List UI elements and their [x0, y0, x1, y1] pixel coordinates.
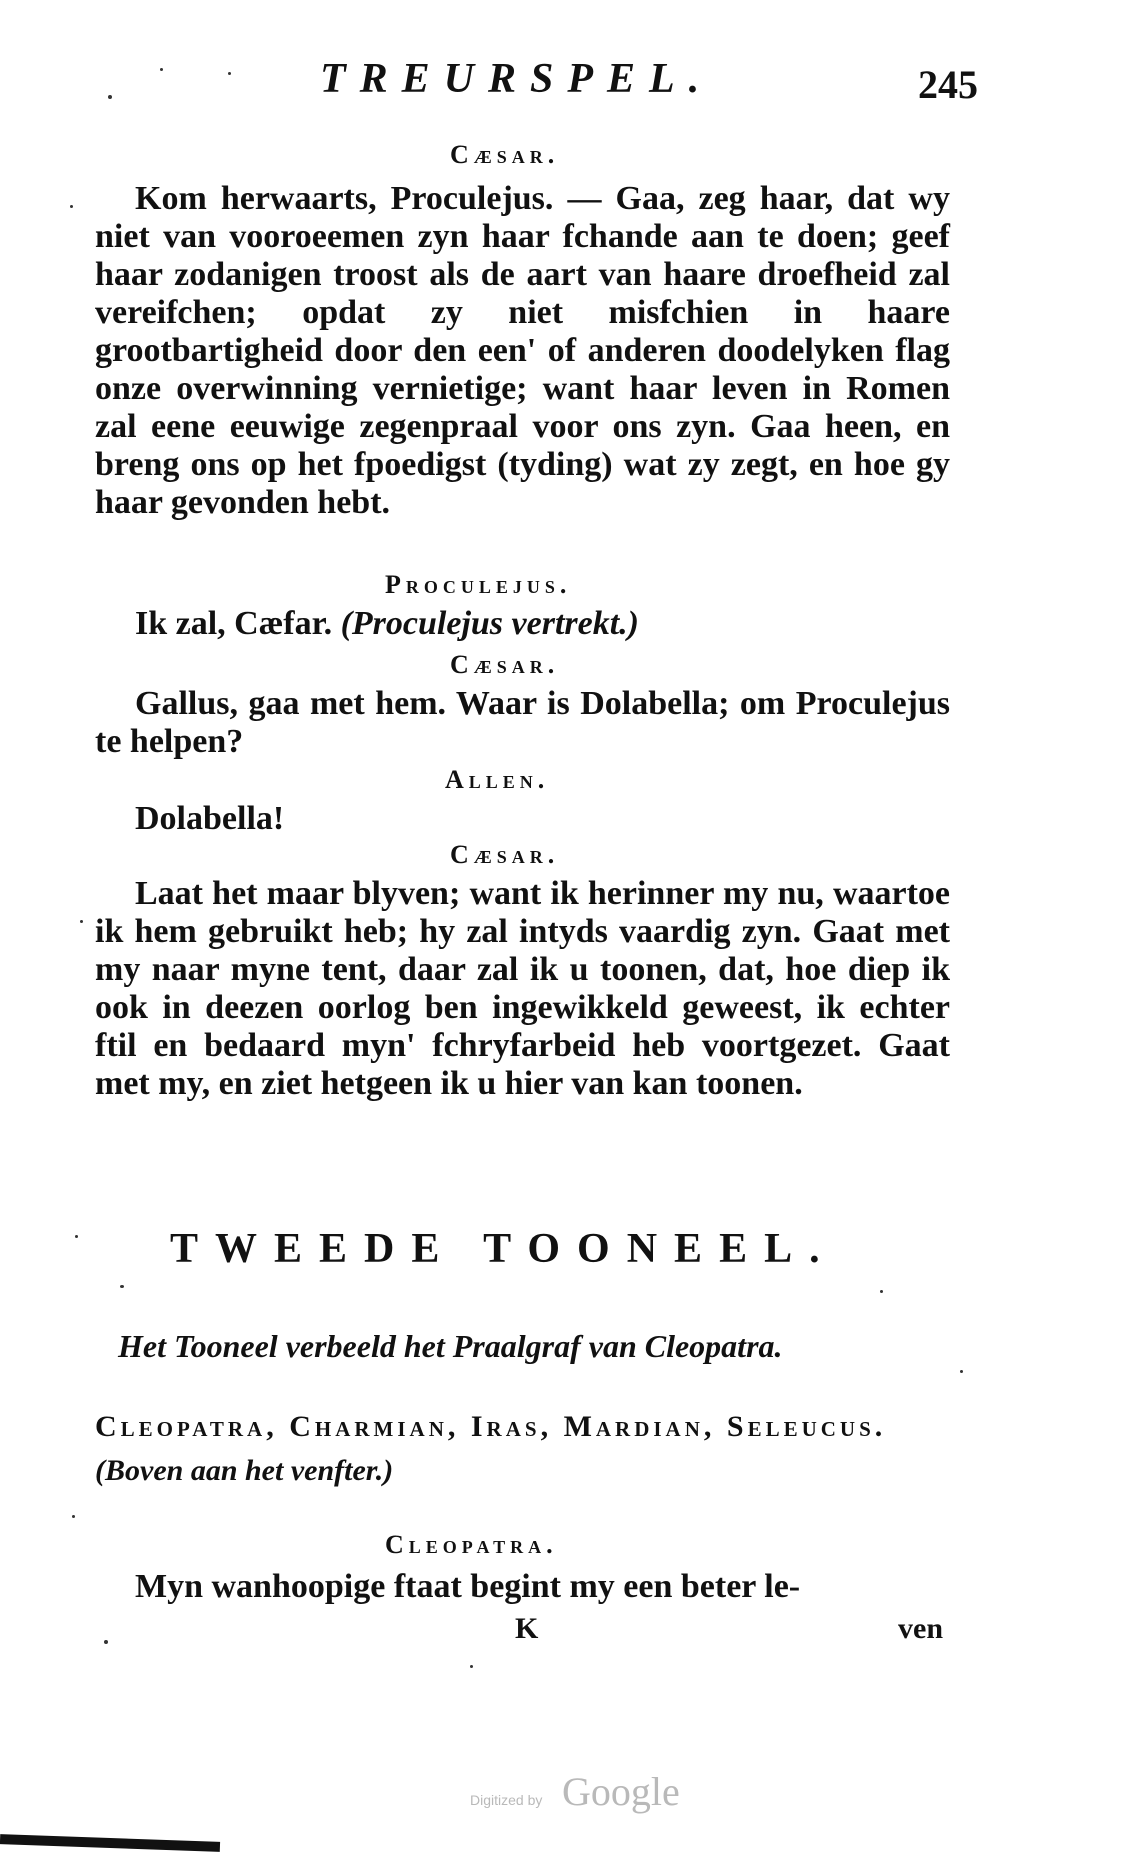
- scan-speck: [70, 205, 73, 208]
- running-title: TREURSPEL.: [320, 56, 714, 102]
- scan-speck: [75, 1235, 78, 1238]
- scan-speck: [72, 1515, 75, 1518]
- speaker-caesar-3: Cæsar.: [450, 840, 560, 869]
- cast-stage-note: (Boven aan het venfter.): [95, 1454, 394, 1487]
- speech-caesar-2: Gallus, gaa met hem. Waar is Dolabella; om Proculejus te helpen?: [95, 685, 950, 760]
- speech-caesar-1: Kom herwaarts, Proculejus. — Gaa, zeg haar, dat wy niet van vooroeemen zyn haar fchande aan te doen; geef haar zodanigen troost als de aart van haare droefheid zal vereifchen; opdat zy niet misfchien in haare grootbartigheid door den een' of anderen doodelyken flag onze overwinning vernietige; want haar leven in Romen zal eene eeuwige zegenpraal voor ons zyn. Gaa heen, en breng ons op het fpoedigst (tyding) wat zy zegt, en hoe gy haar gevonden hebt.: [95, 180, 950, 521]
- scan-speck: [104, 1640, 108, 1644]
- scene-setting: Het Tooneel verbeeld het Praalgraf van Cleopatra.: [118, 1328, 783, 1364]
- speech-proculejus: [135, 605, 639, 643]
- speaker-proculejus: Proculejus.: [385, 570, 572, 599]
- speaker-caesar-2: Cæsar.: [450, 650, 560, 679]
- speaker-caesar-1: Cæsar.: [450, 140, 560, 169]
- page-header: [0, 55, 1124, 105]
- scan-speck: [80, 920, 83, 923]
- scan-speck: [160, 68, 163, 71]
- speech-caesar-3: Laat het maar blyven; want ik herinner my nu, waartoe ik hem gebruikt heb; hy zal intyds vaardig zyn. Gaat met my naar myne tent, daar zal ik u toonen, dat, hoe diep ik ook in deezen oorlog ben ingewikkeld geweest, ik echter ftil en bedaard myn' fchryfarbeid heb voortgezet. Gaat met my, en ziet hetgeen ik u hier van kan toonen.: [95, 875, 950, 1102]
- signature-mark: K: [515, 1612, 539, 1645]
- scan-speck: [120, 1285, 124, 1288]
- speaker-allen: Allen.: [445, 765, 550, 794]
- speaker-cleopatra: Cleopatra.: [385, 1530, 558, 1559]
- speech-cleopatra: Myn wanhoopige ftaat begint my een beter le-: [135, 1568, 801, 1605]
- scene-title: TWEEDE TOONEEL.: [170, 1226, 837, 1272]
- scan-edge-mark: [0, 1834, 220, 1852]
- cast-list: Cleopatra, Charmian, Iras, Mardian, Seleucus.: [95, 1410, 887, 1443]
- speech-allen: Dolabella!: [135, 800, 285, 837]
- scan-speck: [108, 95, 112, 99]
- catchword: ven: [898, 1612, 943, 1645]
- scan-speck: [470, 1665, 473, 1668]
- speech-proculejus-text: Ik zal, Cæfar.: [135, 605, 333, 642]
- scan-speck: [880, 1290, 883, 1293]
- watermark-small-text: Digitized by: [470, 1792, 543, 1808]
- scan-speck: [228, 72, 231, 75]
- scan-speck: [960, 1370, 963, 1373]
- scene-cast: [95, 1405, 955, 1493]
- page-number: 245: [918, 62, 978, 107]
- watermark-logo-text: Google: [562, 1769, 680, 1814]
- digitization-watermark: [470, 1768, 710, 1818]
- stage-direction-proculejus: (Proculejus vertrekt.): [340, 605, 639, 642]
